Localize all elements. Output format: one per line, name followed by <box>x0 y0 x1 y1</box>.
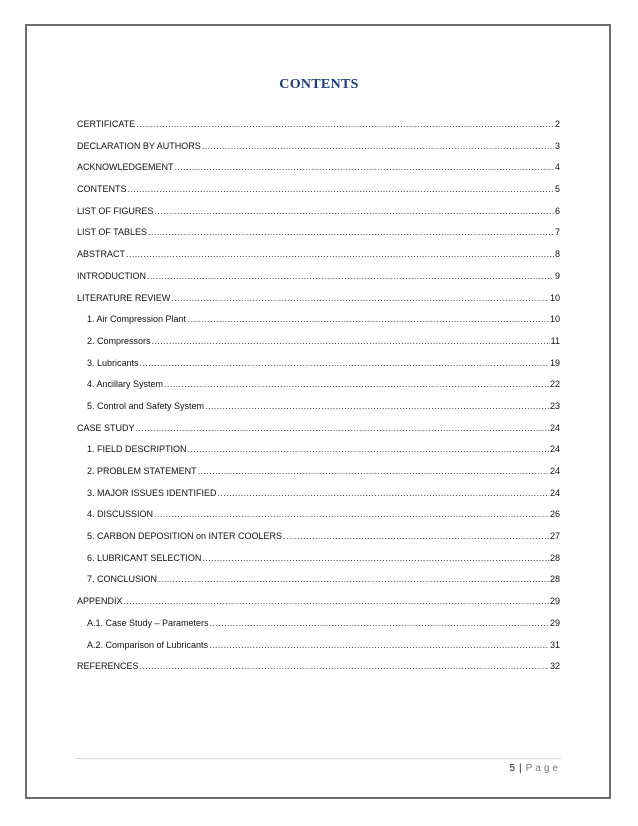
toc-leader-dots <box>154 201 554 223</box>
toc-subentry[interactable] <box>77 504 560 526</box>
toc-entry-page: 24 <box>549 487 560 498</box>
toc-subentry[interactable] <box>77 548 560 570</box>
toc-entry-page: 24 <box>549 466 560 476</box>
toc-entry[interactable] <box>77 136 560 158</box>
toc-entry-page: 22 <box>549 379 560 390</box>
toc-subentry[interactable] <box>77 396 560 418</box>
toc-entry-label: CASE STUDY <box>77 422 135 433</box>
toc-entry-label: 6. LUBRICANT SELECTION <box>87 552 202 563</box>
toc-entry-page: 24 <box>549 444 560 455</box>
toc-entry-page: 19 <box>549 357 560 368</box>
toc-subentry[interactable] <box>77 439 560 461</box>
toc-entry[interactable] <box>77 201 560 223</box>
toc-leader-dots <box>198 461 549 483</box>
table-of-contents <box>77 114 560 678</box>
toc-entry-page: 28 <box>549 552 560 563</box>
toc-leader-dots <box>124 591 549 613</box>
toc-subentry[interactable] <box>77 353 560 375</box>
toc-leader-dots <box>187 309 549 331</box>
toc-entry-page: 10 <box>549 292 560 303</box>
toc-entry-page: 10 <box>549 314 560 325</box>
toc-leader-dots <box>164 374 549 396</box>
toc-entry-page: 24 <box>549 422 560 433</box>
toc-subentry[interactable] <box>77 331 560 353</box>
toc-leader-dots <box>158 569 549 591</box>
toc-entry-label: CERTIFICATE <box>77 119 136 129</box>
toc-entry[interactable] <box>77 222 560 244</box>
toc-entry-page: 3 <box>554 140 560 151</box>
toc-entry-page: 7 <box>554 227 560 238</box>
toc-entry-label: 3. MAJOR ISSUES IDENTIFIED <box>87 487 217 498</box>
toc-leader-dots <box>126 244 554 266</box>
toc-entry-page: 23 <box>549 400 560 411</box>
toc-entry-page: 29 <box>549 617 560 628</box>
toc-entry-label: 5. Control and Safety System <box>87 400 205 411</box>
toc-entry-page: 4 <box>554 162 560 173</box>
toc-entry-label: LIST OF FIGURES <box>77 205 154 216</box>
toc-entry-label: 2. Compressors <box>87 335 151 346</box>
toc-entry-page: 9 <box>554 270 560 281</box>
toc-leader-dots <box>218 483 549 505</box>
toc-entry-label: ABSTRACT <box>77 249 126 260</box>
toc-entry-label: REFERENCES <box>77 661 139 672</box>
toc-subentry[interactable] <box>77 374 560 396</box>
toc-entry-label: A.2. Comparison of Lubricants <box>87 639 209 650</box>
toc-subentry[interactable] <box>77 483 560 505</box>
toc-leader-dots <box>175 157 554 179</box>
toc-entry-page: 28 <box>549 574 560 585</box>
toc-entry-page: 29 <box>549 596 560 607</box>
toc-entry-label: 3. Lubricants <box>87 357 139 368</box>
toc-entry-page: 32 <box>549 661 560 672</box>
toc-entry[interactable] <box>77 418 560 440</box>
toc-entry-page: 11 <box>550 335 560 346</box>
toc-entry-label: APPENDIX <box>77 596 123 607</box>
toc-leader-dots <box>154 504 549 526</box>
toc-subentry[interactable] <box>77 309 560 331</box>
toc-leader-dots <box>202 548 549 570</box>
footer-separator: | <box>519 763 522 774</box>
toc-entry-label: LIST OF TABLES <box>77 227 148 238</box>
toc-entry-label: CONTENTS <box>77 184 127 195</box>
toc-subentry[interactable] <box>77 613 560 635</box>
toc-entry-label: 1. Air Compression Plant <box>87 314 187 325</box>
toc-entry-page: 5 <box>554 184 560 195</box>
toc-leader-dots <box>209 635 549 657</box>
footer-rule <box>75 758 561 759</box>
toc-entry-label: LITERATURE REVIEW <box>77 292 171 303</box>
toc-entry[interactable] <box>77 114 560 136</box>
toc-leader-dots <box>136 114 554 136</box>
toc-leader-dots <box>202 136 554 158</box>
toc-entry[interactable] <box>77 157 560 179</box>
toc-entry-label: 1. FIELD DESCRIPTION <box>87 444 187 455</box>
toc-entry-page: 27 <box>549 531 560 542</box>
toc-leader-dots <box>152 331 550 353</box>
toc-entry[interactable] <box>77 179 560 201</box>
toc-entry-label: 4. DISCUSSION <box>87 509 154 520</box>
toc-entry-label: INTRODUCTION <box>77 270 146 281</box>
toc-entry-label: 2. PROBLEM STATEMENT <box>87 466 197 476</box>
toc-subentry[interactable] <box>77 461 560 483</box>
toc-entry-label: 5. CARBON DEPOSITION on INTER COOLERS <box>87 531 283 542</box>
toc-leader-dots <box>188 439 549 461</box>
toc-leader-dots <box>140 353 549 375</box>
toc-leader-dots <box>147 266 554 288</box>
toc-entry-label: ACKNOWLEDGEMENT <box>77 162 174 173</box>
toc-leader-dots <box>128 179 554 201</box>
toc-entry-label: 4. Ancillary System <box>87 379 164 390</box>
toc-entry-label: 7. CONCLUSION <box>87 574 158 585</box>
toc-entry-label: DECLARATION BY AUTHORS <box>77 140 201 151</box>
toc-entry[interactable] <box>77 266 560 288</box>
page-footer <box>509 763 561 774</box>
toc-subentry[interactable] <box>77 526 560 548</box>
toc-leader-dots <box>283 526 549 548</box>
toc-entry[interactable] <box>77 591 560 613</box>
footer-page-word: Page <box>525 763 561 774</box>
toc-entry-page: 2 <box>554 119 560 129</box>
toc-subentry[interactable] <box>77 635 560 657</box>
toc-entry-page: 31 <box>549 639 560 650</box>
footer-page-number: 5 <box>509 763 516 774</box>
toc-leader-dots <box>140 656 549 678</box>
toc-subentry[interactable] <box>77 569 560 591</box>
toc-leader-dots <box>136 418 549 440</box>
toc-entry-page: 8 <box>554 249 560 260</box>
toc-entry-label: A.1. Case Study – Parameters <box>87 617 209 628</box>
toc-entry[interactable] <box>77 244 560 266</box>
contents-title: CONTENTS <box>279 77 359 92</box>
toc-leader-dots <box>210 613 549 635</box>
toc-leader-dots <box>205 396 549 418</box>
toc-entry-page: 6 <box>554 205 560 216</box>
toc-entry[interactable] <box>77 288 560 310</box>
toc-entry[interactable] <box>77 656 560 678</box>
toc-leader-dots <box>148 222 554 244</box>
toc-entry-page: 26 <box>549 509 560 520</box>
toc-leader-dots <box>171 288 549 310</box>
